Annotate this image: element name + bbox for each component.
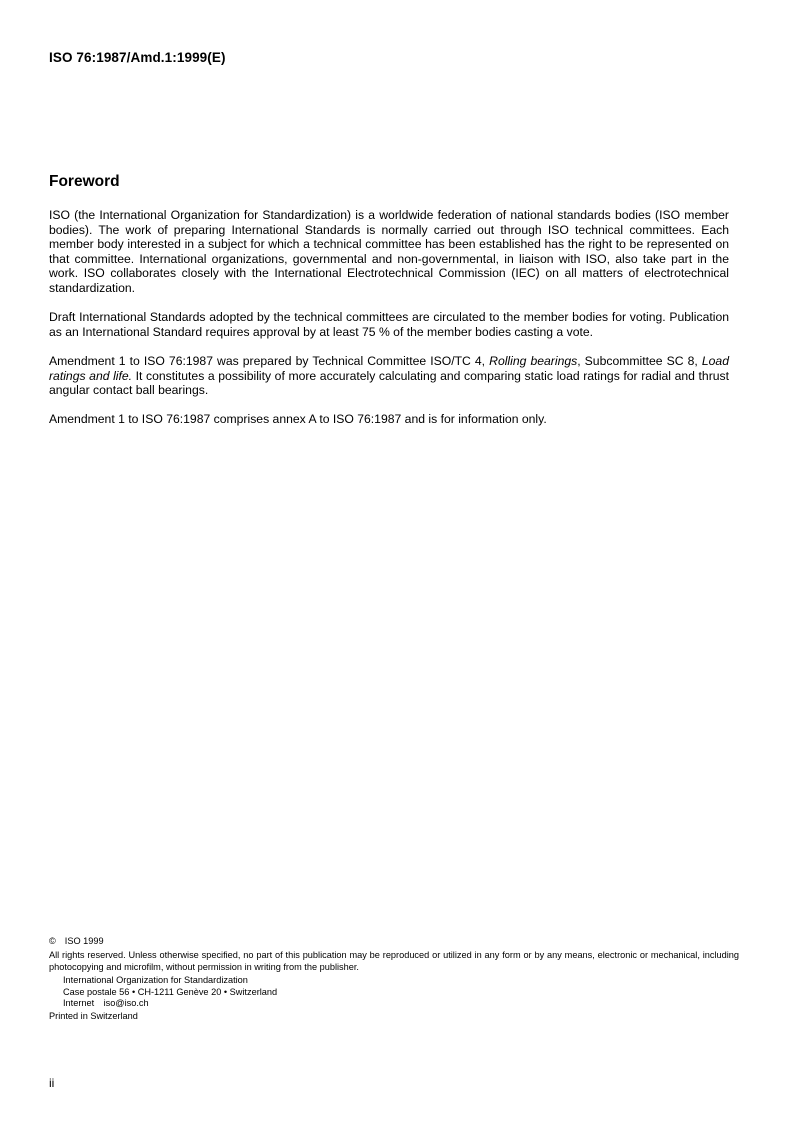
subcommittee-name-italic: Load ratings and life. bbox=[49, 353, 729, 383]
paragraph-3-text-1: Amendment 1 to ISO 76:1987 was prepared by Technical Committee ISO/TC 4, bbox=[49, 353, 490, 368]
foreword-paragraph-3 bbox=[49, 354, 729, 398]
copyright-line bbox=[49, 936, 739, 947]
printed-in: Printed in Switzerland bbox=[49, 1011, 138, 1022]
committee-name-italic: Rolling bearings bbox=[489, 353, 578, 368]
copyright-symbol: © bbox=[49, 936, 56, 946]
rights-statement: All rights reserved. Unless otherwise specified, no part of this publication may be reproduced or utilized in any form or by any means, electronic or mechanical, including photocopying and microfilm, without permission in writing from the publisher. bbox=[49, 950, 739, 972]
copyright-text: ISO 1999 bbox=[64, 936, 104, 946]
publisher-address bbox=[63, 975, 739, 1009]
postal-address: Case postale 56 • CH-1211 Genève 20 • Switzerland bbox=[63, 986, 278, 997]
foreword-body bbox=[49, 208, 729, 442]
internet-email-link[interactable]: iso@iso.ch bbox=[103, 998, 149, 1009]
page-number: ii bbox=[49, 1076, 55, 1090]
foreword-paragraph-1: ISO (the International Organization for Standardization) is a worldwide federation of national standards bodies (ISO member bodies). The work of preparing International Standards is normally carried out through ISO technical committees. Each member body interested in a subject for which a technical committee has been established has the right to be represented on that committee. International organizations, governmental and non-governmental, in liaison with ISO, also take part in the work. ISO collaborates closely with the International Electrotechnical Commission (IEC) on all matters of electrotechnical standardization. bbox=[49, 208, 729, 295]
paragraph-3-text-3: It constitutes a possibility of more accurately calculating and comparing static load ratings for radial and thrust angular contact ball bearings. bbox=[49, 368, 730, 398]
org-name: International Organization for Standardization bbox=[63, 975, 248, 986]
foreword-heading: Foreword bbox=[49, 173, 120, 190]
internet-label: Internet bbox=[63, 998, 95, 1009]
copyright-footer bbox=[49, 936, 739, 1023]
foreword-paragraph-2: Draft International Standards adopted by the technical committees are circulated to the member bodies for voting. Publication as an International Standard requires approval by at least 75 % of the member bodies casting a vote. bbox=[49, 310, 729, 339]
paragraph-3-text-2: , Subcommittee SC 8, bbox=[577, 353, 702, 368]
internet-line bbox=[63, 998, 739, 1009]
document-header: ISO 76:1987/Amd.1:1999(E) bbox=[49, 50, 226, 65]
foreword-paragraph-4: Amendment 1 to ISO 76:1987 comprises annex A to ISO 76:1987 and is for information only. bbox=[49, 412, 547, 427]
